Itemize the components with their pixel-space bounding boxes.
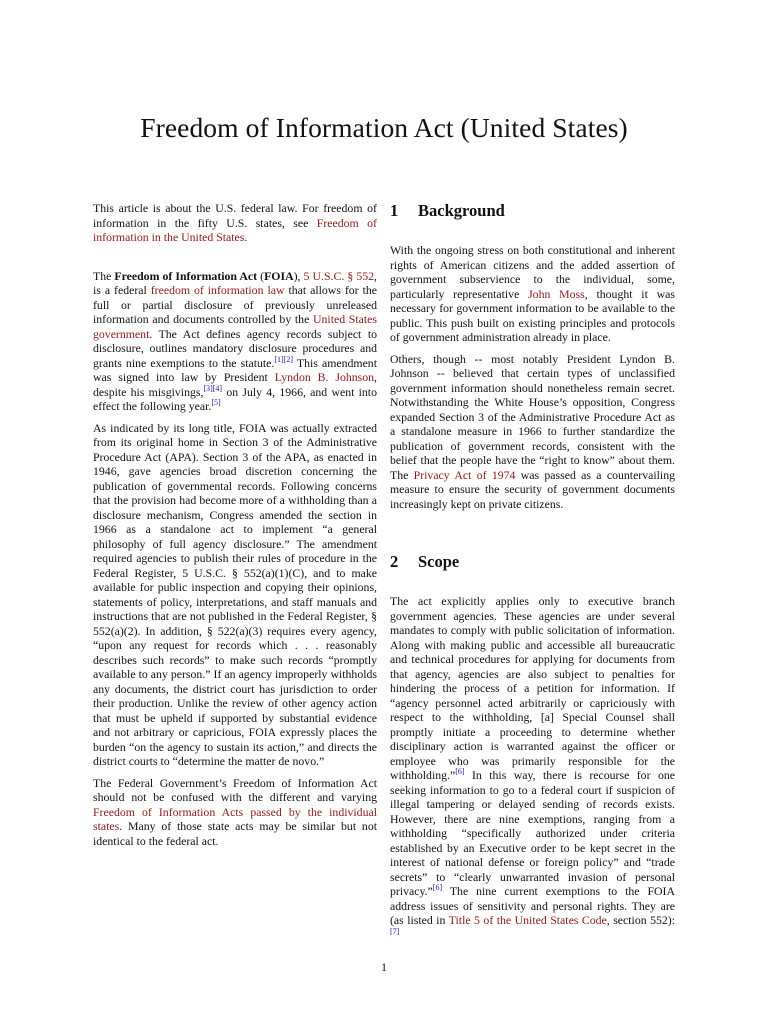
title5-link[interactable]: Title 5 of the United States Code	[448, 913, 607, 927]
us-government-link[interactable]: United States government	[93, 312, 377, 341]
intro-bold-abbrev: FOIA	[264, 268, 294, 283]
reference-link[interactable]: [6]	[432, 883, 443, 893]
intro-paragraph	[93, 269, 377, 414]
section-title: Background	[418, 201, 505, 220]
foi-law-link[interactable]: freedom of information law	[150, 283, 285, 297]
state-text: The Federal Government’s Freedom of Information Act should not be confused with the different and varying	[93, 775, 377, 804]
reference-link[interactable]: [7]	[390, 926, 400, 936]
intro-text: (	[257, 268, 265, 283]
intro-text: ),	[293, 268, 304, 283]
right-column	[390, 201, 675, 949]
hatnote-link[interactable]: Freedom of information in the United States	[93, 215, 377, 244]
state-text: . Many of those state acts may be similar but not identical to the federal act.	[93, 819, 377, 848]
background-text: Others, though -- most notably President Lyndon B. Johnson -- believed that certain types of unclassified government information should nonetheless remain secret. Notwithstanding the White House’s opposition, Congress expanded Section 3 of the Administrative Procedure Act as a standalone measure in 1966 to further standardize the publication of government records, consistent with the belief that the people have the “right to know” about them. The	[390, 351, 675, 482]
hatnote-end: .	[244, 230, 248, 244]
section-title: Scope	[418, 552, 460, 571]
left-column	[93, 201, 377, 855]
state-acts-paragraph	[93, 776, 377, 849]
reference-link[interactable]: [3][4]	[203, 383, 223, 393]
background-paragraph-2	[390, 352, 675, 512]
background-text: With the ongoing stress on both constitutional and inherent rights of American citizens and the added assertion of government subservience to the individual, some, particularly representative	[390, 243, 675, 301]
intro-text: , is a federal	[93, 268, 377, 297]
section-heading-background	[390, 201, 675, 221]
section-number: 1	[390, 201, 399, 220]
intro-text: . The Act defines agency records subject to disclosure, outlines mandatory disclosure procedures and grants nine exemptions to the statute.	[93, 326, 377, 370]
usc-link[interactable]: 5 U.S.C. § 552	[303, 268, 375, 283]
intro-text: This amendment was signed into law by President	[93, 355, 377, 384]
background-text: was passed as a countervailing measure to ensure the security of government documents increasingly kept on private citizens.	[390, 467, 675, 511]
hatnote	[93, 201, 377, 245]
scope-text: The nine current exemptions to the FOIA address issues of sensitivity and personal rights. They are (as listed in	[390, 884, 675, 927]
state-foia-link[interactable]: Freedom of Information Acts passed by the individual states	[93, 804, 377, 833]
section-number: 2	[390, 552, 399, 571]
intro-text: that allows for the full or partial disclosure of previously unreleased information and documents controlled by the	[93, 283, 377, 326]
privacy-act-link[interactable]: Privacy Act of 1974	[413, 467, 516, 482]
intro-bold-name: Freedom of Information Act	[114, 268, 258, 283]
page-title: Freedom of Information Act (United States)	[140, 112, 628, 143]
intro-text: The	[93, 268, 115, 283]
background-paragraph-1	[390, 243, 675, 345]
scope-text: In this way, there is recourse for one seeking information to go to a federal court if suspicion of illegal tampering or delayed sending of records exists. However, there are nine exemptions, ranging from a withholding “specifically authorized under criteria established by an Executive order to be kept secret in the interest of national defense or foreign policy” and “trade secrets” to “clearly unwarranted invasion of personal privacy.”	[390, 768, 675, 898]
page-number: 1	[381, 960, 387, 974]
hatnote-text: This article is about the U.S. federal law. For freedom of information in the fifty U.S. states, see	[93, 201, 377, 230]
reference-link[interactable]: [5]	[211, 398, 221, 408]
scope-text: The act explicitly applies only to executive branch government agencies. These agencies are under several mandates to comply with public solicitation of information. Along with making public and accessible all bureaucratic and technical procedures for applying for documents from that agency, agencies are also subject to penalties for hindering the process of a petition for information. If “agency personnel acted arbitrarily or capriciously with respect to the withholding, [a] Special Counsel shall promptly initiate a proceeding to determine whether disciplinary action is warranted against the officer or employee who was primarily responsible for the withholding.”	[390, 594, 675, 782]
intro-text: on July 4, 1966, and went into effect the following year.	[93, 384, 377, 413]
scope-text: , section 552):	[606, 913, 676, 927]
background-text: , thought it was necessary for government information to be available to the public. This push built on existing principles and protocols of government administration already in place.	[390, 286, 675, 344]
john-moss-link[interactable]: John Moss	[528, 286, 585, 301]
reference-link[interactable]: [6]	[455, 767, 465, 777]
reference-link[interactable]: [1][2]	[274, 354, 293, 364]
intro-text: , despite his misgivings,	[93, 370, 377, 399]
scope-paragraph	[390, 594, 675, 942]
section-heading-scope	[390, 552, 675, 572]
lbj-link[interactable]: Lyndon B. Johnson	[274, 370, 375, 384]
history-paragraph: As indicated by its long title, FOIA was actually extracted from its original home in Section 3 of the Administrative Procedure Act (APA). Section 3 of the APA, as enacted in 1946, gave agencies broad discretion concerning the publication of governmental records. Following concerns that the provision had become more of a withholding than a disclosure mechanism, Congress amended the section in 1966 as a standalone act to implement “a general philosophy of full agency disclosure.” The amendment required agencies to publish their rules of procedure in the Federal Register, 5 U.S.C. § 552(a)(1)(C), and to make available for public inspection and copying their opinions, statements of policy, interpretations, and staff manuals and instructions that are not published in the Federal Register, § 552(a)(2). In addition, § 522(a)(3) requires every agency, “upon any request for records which . . . reasonably describes such records” to make such records “promptly available to any person.” If an agency improperly withholds any documents, the district court has jurisdiction to order their production. Unlike the review of other agency action that must be upheld if supported by substantial evidence and not arbitrary or capricious, FOIA expressly places the burden “on the agency to sustain its action,” and directs the district courts to “determine the matter de novo.”	[93, 420, 377, 768]
